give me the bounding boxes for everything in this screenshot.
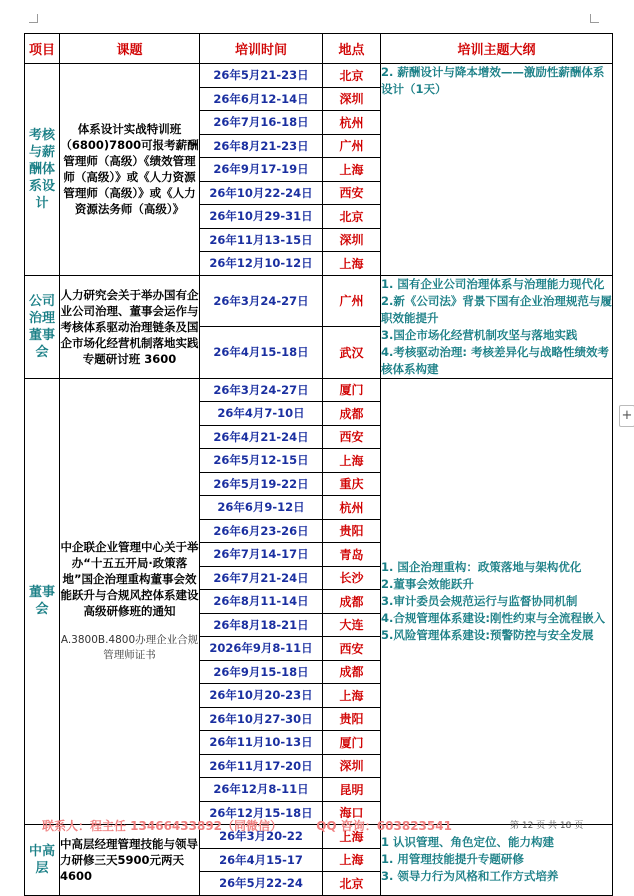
session-location: 厦门 (323, 378, 381, 402)
outline-cell (381, 825, 613, 896)
footer-contact (42, 817, 452, 834)
qq-text: QQ 咨询：603823541 (316, 819, 452, 833)
session-location: 长沙 (323, 566, 381, 590)
session-location: 上海 (323, 449, 381, 473)
session-date: 26年12月10-12日 (200, 252, 323, 276)
session-location: 上海 (323, 158, 381, 182)
header-course: 课题 (60, 34, 200, 64)
session-date: 26年4月15-17 (200, 848, 323, 872)
session-date: 26年5月22-24 (200, 872, 323, 896)
category-cell: 公司治理董事会 (25, 275, 60, 378)
session-date: 26年4月7-10日 (200, 402, 323, 426)
page-indicator: 第 12 页 共 18 页 (510, 821, 584, 831)
outline-cell (381, 275, 613, 378)
session-date: 26年3月24-27日 (200, 378, 323, 402)
outline-item: 3. 领导力行为风格和工作方式培养 (381, 869, 559, 884)
session-location: 广州 (323, 275, 381, 327)
session-date: 26年8月21-23日 (200, 134, 323, 158)
table-row (25, 275, 613, 327)
session-location: 上海 (323, 825, 381, 849)
session-date: 26年3月24-27日 (200, 275, 323, 327)
session-date: 26年8月11-14日 (200, 590, 323, 614)
course-title: 体系设计实战特训班（6800)7800可报考薪酬管理师（高级）《绩效管理师（高级）》或《人力资源管理师（高级）》或《人力资源法务师（高级）》 (60, 122, 199, 217)
session-date: 26年11月10-13日 (200, 731, 323, 755)
session-location: 重庆 (323, 472, 381, 496)
category-cell: 中高层 (25, 825, 60, 896)
course-cell (60, 825, 200, 896)
session-date: 26年12月15-18日 (200, 801, 323, 825)
session-location: 贵阳 (323, 707, 381, 731)
course-note: A.3800B.4800办理企业合规管理师证书 (60, 634, 199, 662)
course-title: 中企联企业管理中心关于举办“十五五开局·政策落地”国企治理重构董事会效能跃升与合规风控体系建设高级研修班的通知 (60, 540, 199, 619)
session-date: 26年5月21-23日 (200, 64, 323, 88)
session-location: 海口 (323, 801, 381, 825)
session-date: 26年10月27-30日 (200, 707, 323, 731)
outline-item: 2.董事会效能跃升 (381, 576, 474, 591)
session-date: 26年9月17-19日 (200, 158, 323, 182)
session-date: 26年5月19-22日 (200, 472, 323, 496)
course-title: 中高层经理管理技能与领导力研修三天5900元两天4600 (60, 836, 198, 883)
session-date: 26年7月16-18日 (200, 111, 323, 135)
training-schedule-table (24, 33, 613, 896)
outline-cell (381, 64, 613, 276)
session-date: 26年11月13-15日 (200, 228, 323, 252)
session-location: 深圳 (323, 228, 381, 252)
session-location: 成都 (323, 402, 381, 426)
session-location: 武汉 (323, 327, 381, 379)
session-date: 26年10月29-31日 (200, 205, 323, 229)
session-date: 26年10月22-24日 (200, 181, 323, 205)
header-category: 项目 (25, 34, 60, 64)
contact-text: 联系人：程主任 13466433892（同微信） (42, 819, 283, 833)
crop-mark-right (590, 14, 599, 23)
session-location: 上海 (323, 684, 381, 708)
outline-item: 4.考核驱动治理: 考核差异化与战略性绩效考核体系构建 (381, 344, 609, 376)
header-time: 培训时间 (200, 34, 323, 64)
category-cell: 考核与薪酬体系设计 (25, 64, 60, 276)
session-date: 26年12月8-11日 (200, 778, 323, 802)
course-cell (60, 275, 200, 378)
course-cell (60, 378, 200, 825)
session-location: 西安 (323, 425, 381, 449)
session-location: 贵阳 (323, 519, 381, 543)
outline-item: 1. 用管理技能提升专题研修 (381, 852, 524, 867)
session-date: 26年6月12-14日 (200, 87, 323, 111)
session-date: 26年9月15-18日 (200, 660, 323, 684)
outline-item: 4.合规管理体系建设:刚性约束与全流程嵌入 (381, 610, 605, 625)
session-location: 上海 (323, 848, 381, 872)
session-date: 26年4月15-18日 (200, 327, 323, 379)
session-date: 26年6月23-26日 (200, 519, 323, 543)
outline-item: 1. 国企治理重构：政策落地与架构优化 (381, 559, 582, 574)
category-cell: 董事会 (25, 378, 60, 825)
course-title: 人力研究会关于举办国有企业公司治理、董事会运作与考核体系驱动治理链条及国企市场化经营机制落地实践专题研讨班 3600 (60, 287, 199, 366)
add-row-button[interactable]: + (619, 405, 634, 427)
header-location: 地点 (323, 34, 381, 64)
session-location: 青岛 (323, 543, 381, 567)
session-location: 杭州 (323, 496, 381, 520)
outline-item: 2.新《公司法》背景下国有企业治理规范与履职效能提升 (381, 293, 612, 325)
header-row (25, 34, 613, 64)
outline-item: 3.审计委员会规范运行与监督协同机制 (381, 593, 578, 608)
outline-item: 3.国企市场化经营机制攻坚与落地实践 (381, 327, 578, 342)
session-location: 深圳 (323, 754, 381, 778)
table-body (25, 64, 613, 896)
session-date: 26年5月12-15日 (200, 449, 323, 473)
outline-item: 1 认识管理、角色定位、能力构建 (381, 835, 555, 850)
session-date: 26年8月18-21日 (200, 613, 323, 637)
session-location: 西安 (323, 181, 381, 205)
session-location: 昆明 (323, 778, 381, 802)
session-date: 26年6月9-12日 (200, 496, 323, 520)
session-date: 26年4月21-24日 (200, 425, 323, 449)
course-cell (60, 64, 200, 276)
header-outline: 培训主题大纲 (381, 34, 613, 64)
session-location: 广州 (323, 134, 381, 158)
session-location: 大连 (323, 613, 381, 637)
session-date: 2026年9月8-11日 (200, 637, 323, 661)
session-location: 上海 (323, 252, 381, 276)
session-location: 西安 (323, 637, 381, 661)
session-location: 成都 (323, 660, 381, 684)
session-date: 26年7月14-17日 (200, 543, 323, 567)
session-location: 杭州 (323, 111, 381, 135)
session-location: 厦门 (323, 731, 381, 755)
outline-item: 2. 薪酬设计与降本增效——激励性薪酬体系设计（1天） (381, 65, 605, 96)
session-date: 26年10月20-23日 (200, 684, 323, 708)
table-row (25, 64, 613, 88)
session-location: 北京 (323, 872, 381, 896)
outline-item: 5.风险管理体系建设:预警防控与安全发展 (381, 627, 594, 642)
session-location: 深圳 (323, 87, 381, 111)
outline-item: 1. 国有企业公司治理体系与治理能力现代化 (381, 276, 605, 291)
session-location: 北京 (323, 205, 381, 229)
table-row (25, 378, 613, 402)
session-location: 北京 (323, 64, 381, 88)
session-date: 26年3月20-22 (200, 825, 323, 849)
session-location: 成都 (323, 590, 381, 614)
session-date: 26年7月21-24日 (200, 566, 323, 590)
outline-cell (381, 378, 613, 825)
session-date: 26年11月17-20日 (200, 754, 323, 778)
crop-mark-left (29, 14, 38, 23)
